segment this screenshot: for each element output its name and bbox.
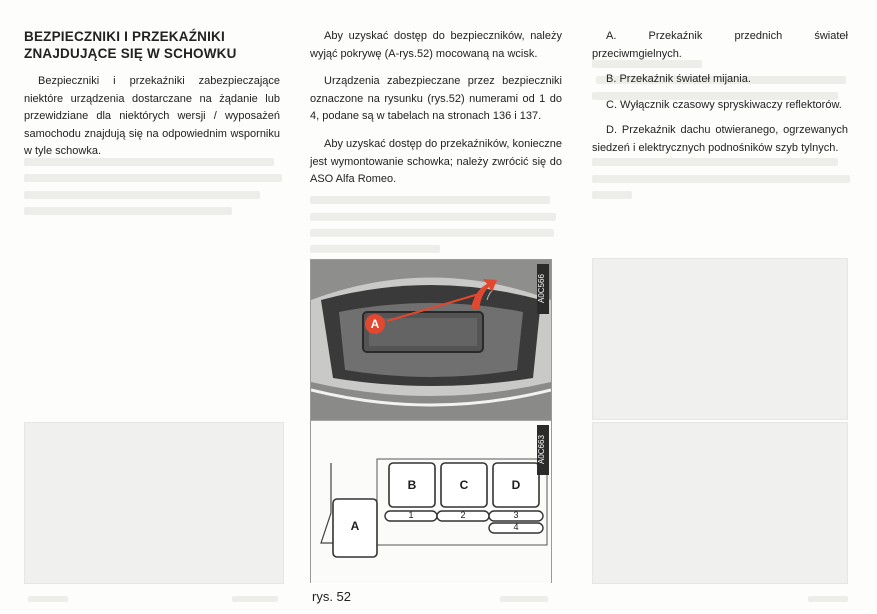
relay-label-a: A	[350, 519, 360, 533]
relay-label-b: B	[407, 478, 417, 492]
col1-paragraph: Bezpieczniki i przekaźniki zabezpieczające niektóre urządzenia dostarczane na żądanie lub przewidziane dla niektórych wersji / wyposażeń samochodu znajdują się na odpowiednim wsporniku w tyle schowka.	[24, 75, 280, 157]
section-heading	[24, 28, 284, 62]
fusebox-diagram	[311, 420, 551, 583]
fuse-number-2: 2	[460, 510, 466, 520]
list-item: A. Przekaźnik przednich świateł przeciwmgielnych.	[592, 30, 848, 60]
heading-line-2: ZNAJDUJĄCE SIĘ W SCHOWKU	[24, 46, 237, 61]
figure-code-bottom: A0C663	[537, 425, 549, 475]
list-item: D. Przekaźnik dachu otwieranego, ogrzewanych siedzeń i elektrycznych podnośników szyb tylnych.	[592, 124, 848, 154]
figure-rys-52	[310, 259, 552, 583]
col2-paragraph-1: Aby uzyskać dostęp do bezpieczników, należy wyjąć pokrywę (A-rys.52) mocowaną na wcisk.	[310, 30, 562, 60]
glovebox-illustration	[311, 260, 551, 420]
callout-label: A	[370, 317, 380, 331]
fuse-number-3: 3	[513, 510, 519, 520]
glovebox-photo	[311, 260, 551, 420]
figure-code-top: A0C566	[537, 264, 549, 314]
list-item: B. Przekaźnik świateł mijania.	[606, 73, 751, 85]
relay-label-c: C	[459, 478, 469, 492]
col2-paragraph-3: Aby uzyskać dostęp do przekaźników, konieczne jest wymontowanie schowka; należy zwrócić się do ASO Alfa Romeo.	[310, 138, 562, 185]
fuse-number-1: 1	[408, 510, 414, 520]
fuse-relay-layout	[311, 421, 551, 583]
figure-caption: rys. 52	[312, 589, 352, 604]
heading-line-1: BEZPIECZNIKI I PRZEKAŹNIKI	[24, 29, 225, 44]
relay-label-d: D	[511, 478, 521, 492]
fuse-number-4: 4	[513, 522, 519, 532]
list-item: C. Wyłącznik czasowy spryskiwaczy reflektorów.	[606, 99, 842, 111]
col2-paragraph-2: Urządzenia zabezpieczane przez bezpieczniki oznaczone na rysunku (rys.52) numerami od 1 do 4, podane są w tabelach na stronach 136 i 137.	[310, 75, 562, 122]
